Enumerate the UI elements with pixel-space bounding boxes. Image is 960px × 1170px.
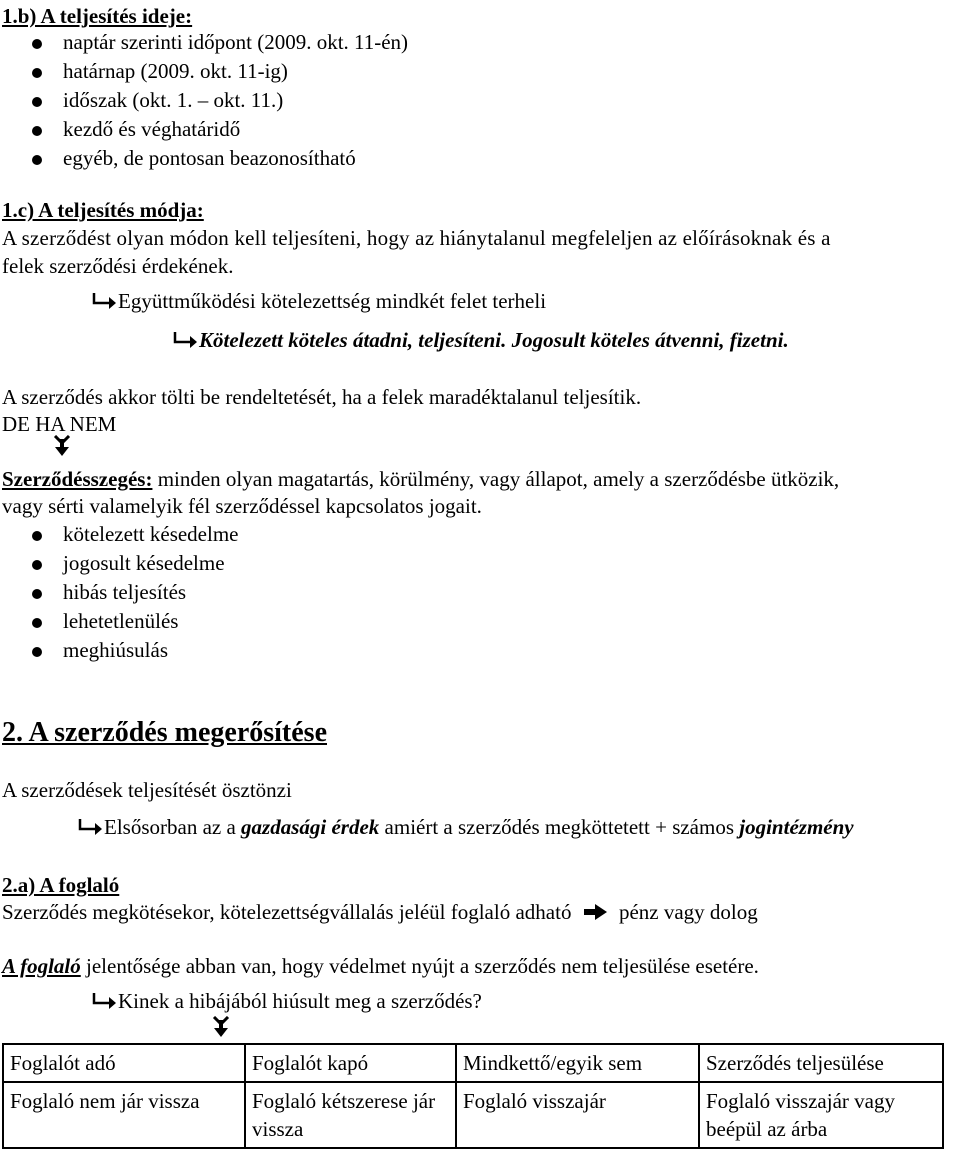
significance-text: jelentősége abban van, hogy védelmet nyújt a szerződés nem teljesülése esetére. bbox=[80, 954, 759, 978]
down-arrow-icon bbox=[53, 435, 71, 457]
de-ha-nem-label: DE HA NEM bbox=[2, 412, 117, 436]
paragraph-line: A szerződés akkor tölti be rendeltetését, ha a felek maradéktalanul teljesítik. bbox=[2, 385, 642, 409]
breach-definition-line bbox=[2, 465, 839, 494]
table-header-cell: Foglalót kapó bbox=[245, 1044, 456, 1082]
paragraph-line: vagy sérti valamelyik fél szerződéssel kapcsolatos jogait. bbox=[2, 494, 482, 518]
list-item: naptár szerinti időpont (2009. okt. 11-én) bbox=[63, 30, 409, 54]
paragraph-line: felek szerződési érdekének. bbox=[2, 254, 234, 278]
list-item: határnap (2009. okt. 11-ig) bbox=[63, 59, 288, 83]
deposit-text: Szerződés megkötésekor, kötelezettségvállalás jeléül foglaló adható bbox=[2, 900, 572, 924]
section-1b-heading: 1.b) A teljesítés ideje: bbox=[2, 4, 193, 28]
arrow-line-economic-interest bbox=[78, 813, 854, 842]
emphasis-economic-interest: gazdasági érdek bbox=[241, 815, 380, 839]
list-item: kezdő és véghatáridő bbox=[63, 117, 241, 141]
question-text: Kinek a hibájából hiúsult meg a szerződés? bbox=[118, 989, 482, 1013]
bullet-dot-icon bbox=[32, 647, 42, 657]
arrow-text: Elsősorban az a bbox=[104, 815, 242, 839]
table-cell: Foglaló visszajár bbox=[456, 1082, 699, 1148]
list-item: kötelezett késedelme bbox=[63, 522, 239, 546]
foglalo-emphasis: A foglaló bbox=[2, 954, 81, 978]
section-2a-heading: 2.a) A foglaló bbox=[2, 873, 120, 897]
arrow-text: amiért a szerződés megköttetett + számos bbox=[379, 815, 740, 839]
arrow-text: Együttműködési kötelezettség mindkét felet terheli bbox=[118, 289, 547, 313]
return-arrow-icon bbox=[78, 818, 104, 836]
table-header-cell: Foglalót adó bbox=[3, 1044, 245, 1082]
return-arrow-icon bbox=[92, 992, 118, 1010]
right-arrow-icon bbox=[583, 903, 609, 921]
table-cell: Foglaló visszajár vagy beépül az árba bbox=[699, 1082, 943, 1148]
list-item: meghiúsulás bbox=[63, 638, 168, 662]
bullet-dot-icon bbox=[32, 560, 42, 570]
arrow-text: Kötelezett köteles átadni, teljesíteni. Jogosult köteles átvenni, fizetni. bbox=[199, 328, 789, 352]
bullet-dot-icon bbox=[32, 126, 42, 136]
table-cell: Foglaló kétszerese jár vissza bbox=[245, 1082, 456, 1148]
list-item: hibás teljesítés bbox=[63, 580, 187, 604]
table-cell: Foglaló nem jár vissza bbox=[3, 1082, 245, 1148]
deposit-table bbox=[2, 1043, 944, 1149]
bullet-dot-icon bbox=[32, 97, 42, 107]
list-item: lehetetlenülés bbox=[63, 609, 179, 633]
bullet-dot-icon bbox=[32, 39, 42, 49]
breach-term: Szerződésszegés: bbox=[2, 467, 153, 491]
return-arrow-icon bbox=[173, 331, 199, 349]
arrow-line-obligations bbox=[173, 326, 789, 355]
section-2-heading: 2. A szerződés megerősítése bbox=[2, 717, 327, 748]
bullet-dot-icon bbox=[32, 155, 42, 165]
arrow-line-cooperation bbox=[92, 287, 546, 316]
table-row bbox=[3, 1082, 943, 1148]
bullet-dot-icon bbox=[32, 589, 42, 599]
list-item: jogosult késedelme bbox=[63, 551, 225, 575]
bullet-dot-icon bbox=[32, 68, 42, 78]
significance-line bbox=[2, 952, 759, 981]
list-item: időszak (okt. 1. – okt. 11.) bbox=[63, 88, 284, 112]
bullet-dot-icon bbox=[32, 618, 42, 628]
table-header-row bbox=[3, 1044, 943, 1082]
emphasis-legal-institution: jogintézmény bbox=[739, 815, 854, 839]
deposit-line bbox=[2, 898, 758, 927]
return-arrow-icon bbox=[92, 292, 118, 310]
paragraph-line: A szerződést olyan módon kell teljesíteni, hogy az hiánytalanul megfeleljen az előírásoknak és a bbox=[2, 226, 831, 250]
down-arrow-icon bbox=[212, 1016, 230, 1038]
bullet-dot-icon bbox=[32, 531, 42, 541]
table-header-cell: Mindkettő/egyik sem bbox=[456, 1044, 699, 1082]
breach-definition: minden olyan magatartás, körülmény, vagy állapot, amely a szerződésbe ütközik, bbox=[152, 467, 840, 491]
table-header-cell: Szerződés teljesülése bbox=[699, 1044, 943, 1082]
list-item: egyéb, de pontosan beazonosítható bbox=[63, 146, 356, 170]
deposit-form: pénz vagy dolog bbox=[618, 900, 758, 924]
arrow-line-question bbox=[92, 987, 482, 1016]
section-1c-heading: 1.c) A teljesítés módja: bbox=[2, 198, 204, 222]
paragraph-line: A szerződések teljesítését ösztönzi bbox=[2, 778, 292, 802]
